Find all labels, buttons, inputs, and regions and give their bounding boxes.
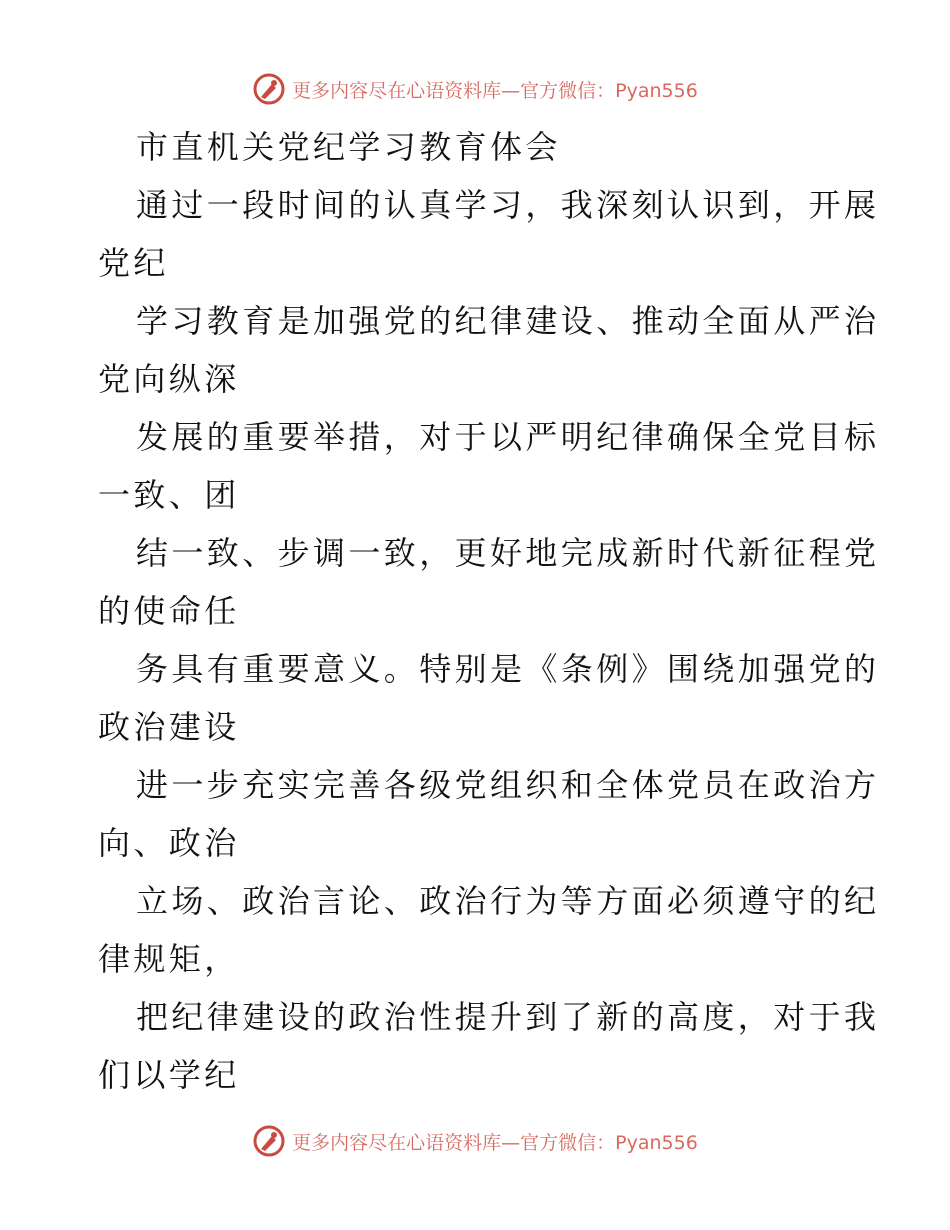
document-title bbox=[98, 118, 858, 176]
line-continuation: 们以学纪 bbox=[98, 1056, 240, 1094]
watermark-header bbox=[0, 72, 950, 106]
paragraph bbox=[98, 988, 880, 1104]
paragraph bbox=[98, 292, 880, 408]
line-text: 务具有重要意义。特别是《条例》围绕加强党的 bbox=[136, 650, 880, 688]
line-text: 结一致、步调一致，更好地完成新时代新征程党 bbox=[136, 534, 880, 572]
pen-logo-icon bbox=[252, 1124, 286, 1158]
document-body bbox=[98, 118, 880, 1104]
paragraph bbox=[98, 524, 880, 640]
line-continuation: 党向纵深 bbox=[98, 360, 240, 398]
line-text: 把纪律建设的政治性提升到了新的高度，对于我 bbox=[136, 998, 880, 1036]
watermark-text: 更多内容尽在心语资料库—官方微信：Pyan556 bbox=[292, 1131, 698, 1154]
paragraph bbox=[98, 408, 880, 524]
line-continuation: 律规矩， bbox=[98, 940, 240, 978]
paragraph bbox=[98, 756, 880, 872]
line-text: 学习教育是加强党的纪律建设、推动全面从严治 bbox=[136, 302, 880, 340]
paragraph bbox=[98, 640, 880, 756]
line-continuation: 党纪 bbox=[98, 244, 169, 282]
line-text: 立场、政治言论、政治行为等方面必须遵守的纪 bbox=[136, 882, 880, 920]
line-continuation: 向、政治 bbox=[98, 824, 240, 862]
watermark-text: 更多内容尽在心语资料库—官方微信：Pyan556 bbox=[292, 79, 698, 102]
line-text: 通过一段时间的认真学习，我深刻认识到，开展 bbox=[136, 186, 880, 224]
pen-logo-icon bbox=[252, 72, 286, 106]
paragraph bbox=[98, 176, 880, 292]
line-continuation: 一致、团 bbox=[98, 476, 240, 514]
line-text: 进一步充实完善各级党组织和全体党员在政治方 bbox=[136, 766, 880, 804]
watermark-footer bbox=[0, 1124, 950, 1158]
paragraph bbox=[98, 872, 880, 988]
line-continuation: 政治建设 bbox=[98, 708, 240, 746]
line-text: 市直机关党纪学习教育体会 bbox=[136, 128, 561, 166]
line-text: 发展的重要举措，对于以严明纪律确保全党目标 bbox=[136, 418, 880, 456]
line-continuation: 的使命任 bbox=[98, 592, 240, 630]
